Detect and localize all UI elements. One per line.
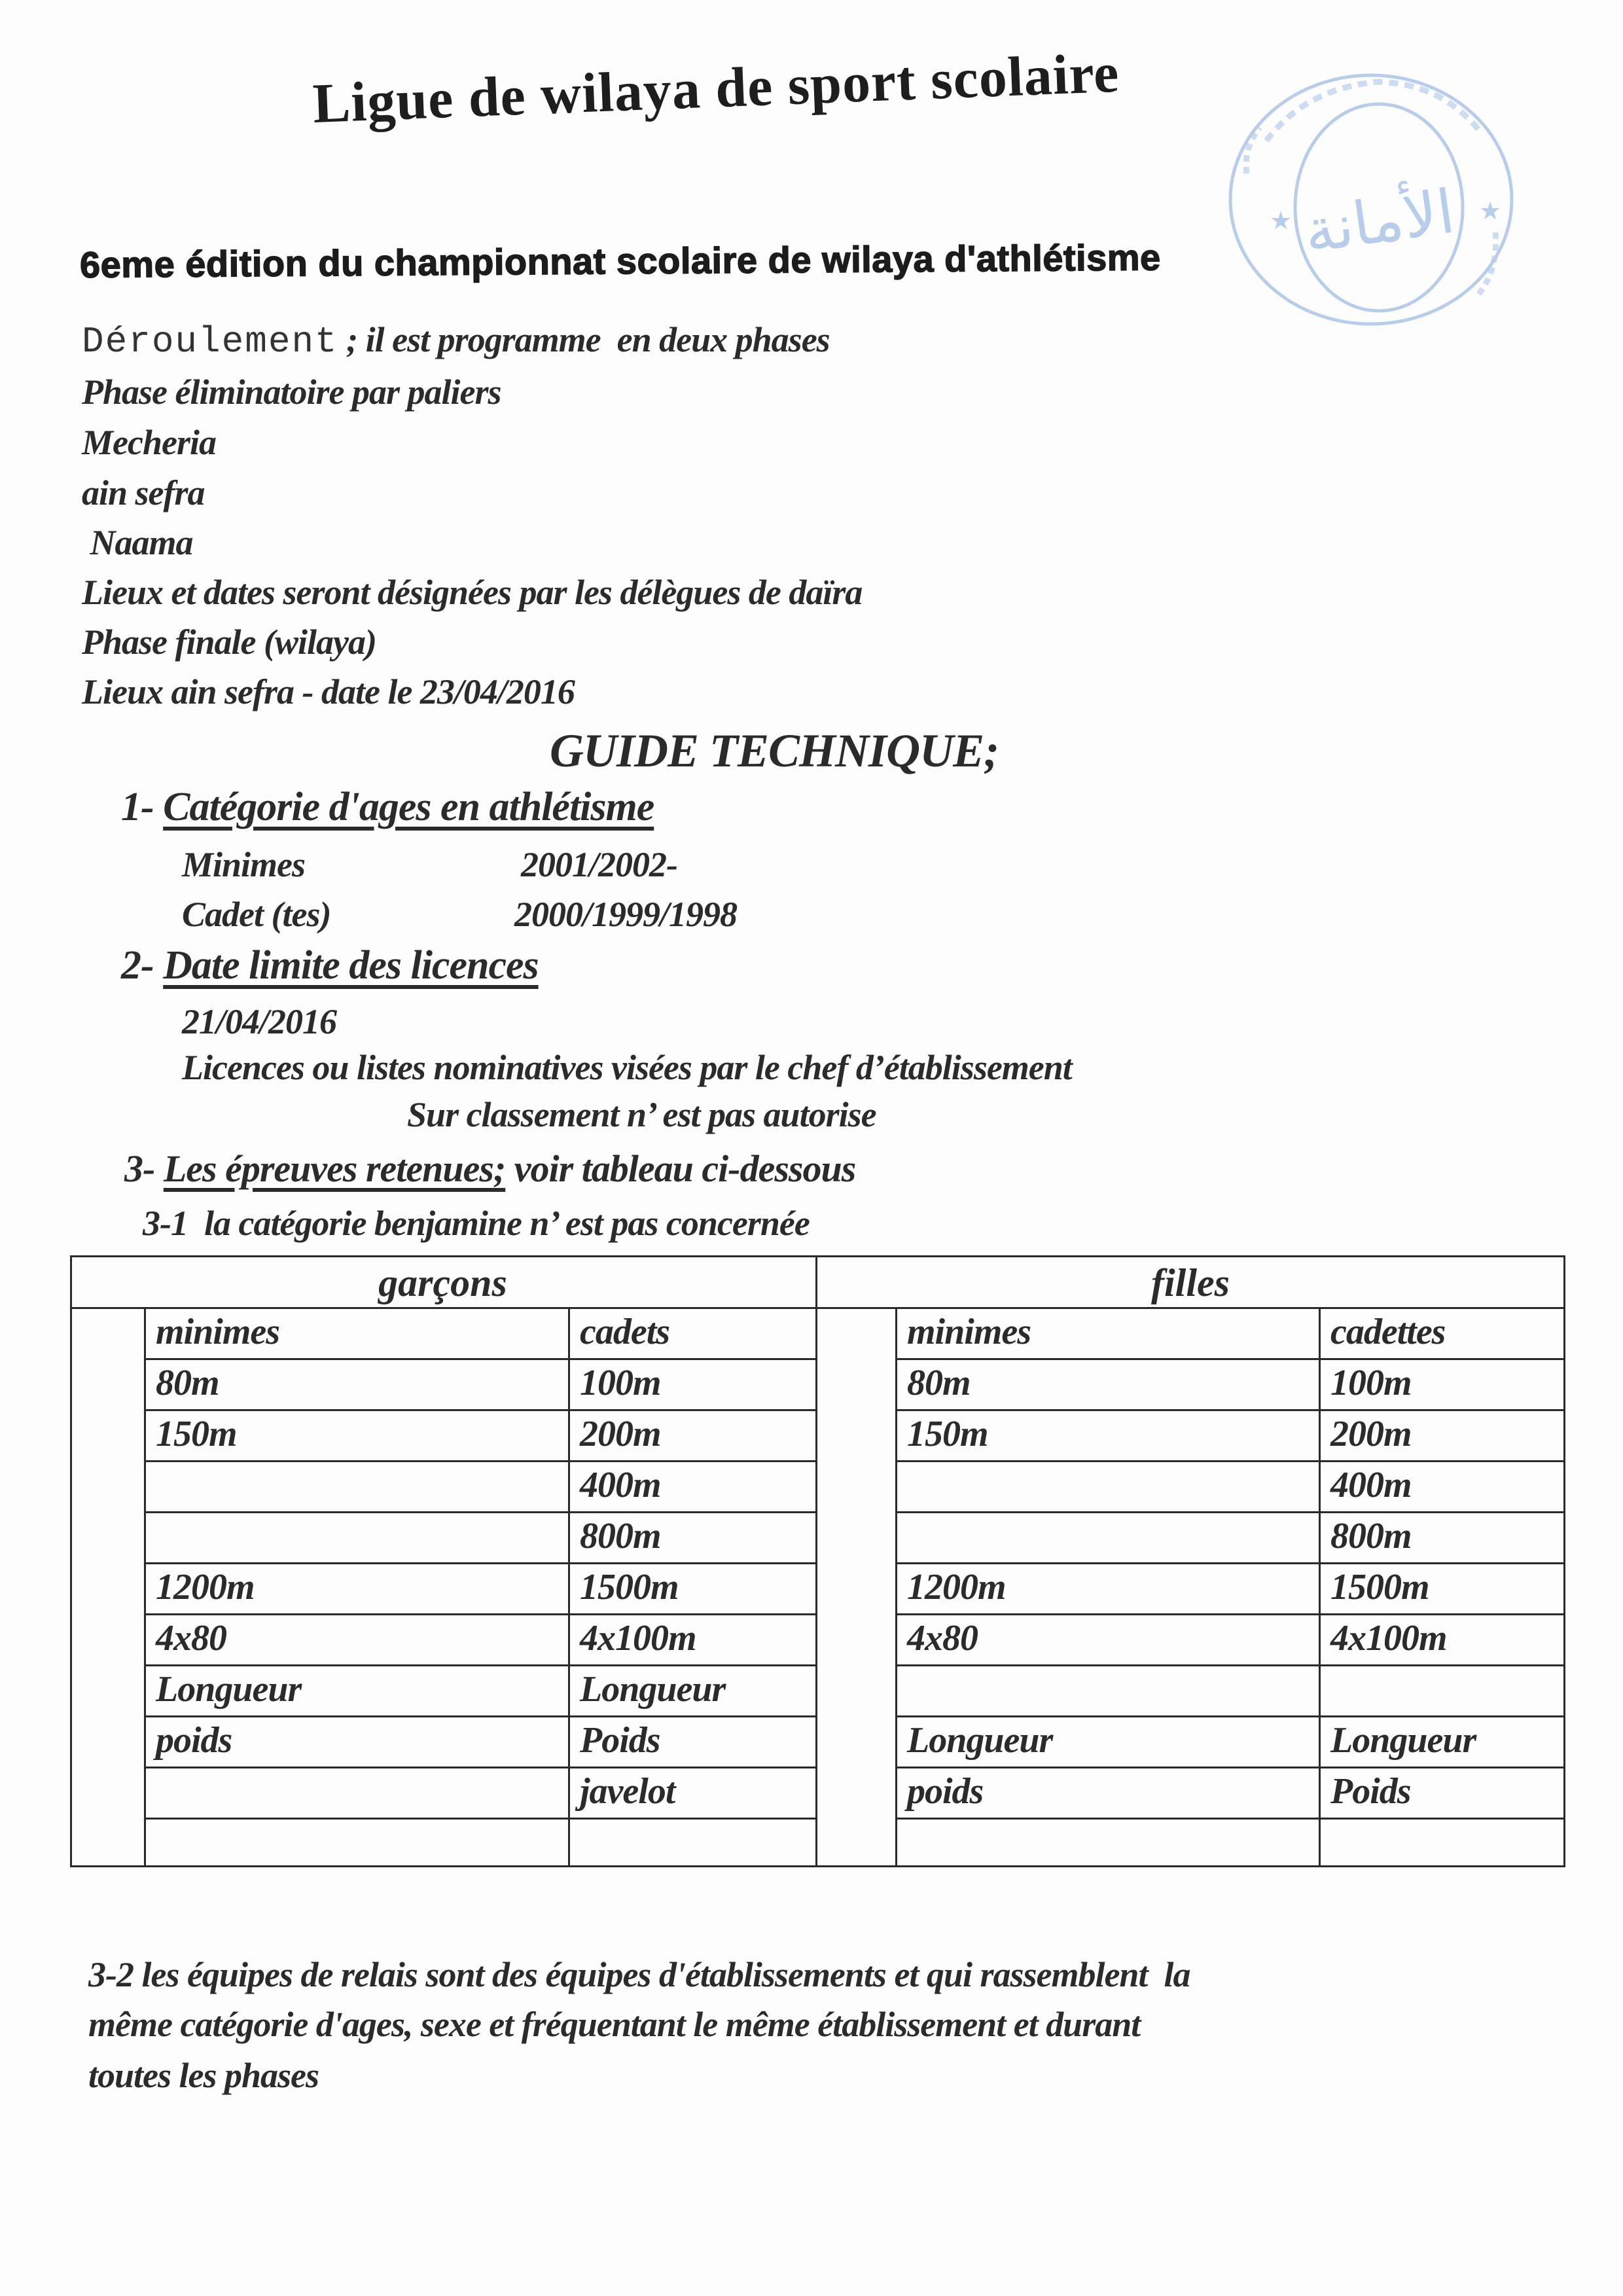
table-row-divider [144,1460,815,1462]
girls-event-cell: 150m [907,1414,988,1454]
boys-column-header: minimes [156,1312,280,1352]
phase-eliminatoire: Phase éliminatoire par paliers [82,372,501,412]
boys-event-cell: Longueur [156,1669,302,1710]
relay-note-line-2: même catégorie d'ages, sexe et fréquentant le même établissement et durant [88,2005,1141,2044]
girls-group-label: filles [1151,1261,1230,1304]
girls-column-header: cadettes [1330,1312,1446,1352]
table-border-bottom [70,1865,1565,1867]
lieux-dates-note: Lieux et dates seront désignées par les délègues de daïra [82,573,863,612]
table-column-divider [568,1307,570,1867]
girls-event-cell: 1200m [907,1567,1006,1607]
location-mecheria: Mecheria [82,423,216,462]
section-1-heading [121,784,654,831]
licence-note: Licences ou listes nominatives visées par le chef d’établissement [182,1048,1072,1087]
document-subtitle: 6eme édition du championnat scolaire de wilaya d'athlétisme [79,236,1161,285]
boys-event-cell: 200m [580,1414,661,1454]
table-row-divider [144,1409,815,1411]
girls-event-cell: 100m [1330,1363,1412,1403]
table-row-divider [144,1358,815,1360]
section-2-number: 2- [121,943,164,988]
girls-event-cell: 80m [907,1363,971,1403]
girls-event-cell: Poids [1330,1771,1411,1812]
girls-event-cell: Longueur [1330,1720,1476,1761]
deroulement-text: ; il est programme en deux phases [338,320,830,359]
guide-technique-title: GUIDE TECHNIQUE; [550,725,999,777]
table-row-divider [144,1664,815,1666]
table-row-divider [895,1562,1565,1564]
table-row-divider [144,1511,815,1513]
section-3-1-note: 3-1 la catégorie benjamine n’ est pas concernée [143,1204,810,1243]
table-row-divider [895,1409,1565,1411]
table-row-divider [895,1664,1565,1666]
age-category-cadets: Cadet (tes) [182,895,331,934]
table-row-divider [144,1562,815,1564]
table-header-divider [70,1307,1565,1309]
boys-event-cell: javelot [580,1771,675,1812]
table-inner-column-border [895,1307,897,1867]
section-3-after: voir tableau ci-dessous [505,1147,856,1190]
section-3-number: 3- [124,1147,164,1190]
age-years-minimes: 2001/2002- [521,845,677,884]
boys-event-cell: 800m [580,1516,661,1556]
boys-event-cell: poids [156,1720,232,1761]
table-border-top [70,1255,1565,1257]
stamp-ring-lettering [1246,128,1260,173]
boys-event-cell: 80m [156,1363,219,1403]
boys-group-label: garçons [378,1261,507,1304]
table-column-divider [1319,1307,1321,1867]
star-icon: ★ [1479,198,1502,225]
table-row-divider [895,1767,1565,1768]
girls-event-cell: 800m [1330,1516,1412,1556]
boys-event-cell: 1200m [156,1567,255,1607]
deroulement-line [82,319,830,363]
table-row-divider [895,1613,1565,1615]
boys-event-cell: 1500m [580,1567,679,1607]
location-ain-sefra: ain sefra [82,473,205,512]
relay-note-line-3: toutes les phases [88,2056,319,2095]
table-row-divider [895,1511,1565,1513]
events-table [70,1255,1565,1867]
boys-event-cell: 4x100m [580,1618,696,1659]
table-row-divider [895,1715,1565,1717]
official-stamp [1207,62,1518,337]
table-inner-column-border [144,1307,146,1867]
section-2-heading [121,942,539,989]
deroulement-label: Déroulement [82,321,338,363]
table-row-divider [144,1715,815,1717]
table-row-divider [895,1358,1565,1360]
location-naama: Naama [82,523,193,562]
stamp-ring-lettering [1476,232,1496,298]
document-title: Ligue de wilaya de sport scolaire [312,41,1120,135]
stamp-ring-lettering [1266,82,1482,141]
licence-deadline-date: 21/04/2016 [182,1002,337,1041]
surclassement-note: Sur classement n’ est pas autorise [407,1095,876,1134]
finale-lieu-date: Lieux ain sefra - date le 23/04/2016 [82,672,575,711]
girls-event-cell: 4x100m [1330,1618,1447,1659]
boys-event-cell: 400m [580,1465,661,1505]
table-border-right [1563,1255,1565,1867]
boys-event-cell: 4x80 [156,1618,226,1659]
section-2-title: Date limite des licences [163,943,539,988]
boys-column-header: cadets [580,1312,670,1352]
boys-event-cell: Poids [580,1720,660,1761]
section-3-title: Les épreuves retenues; [163,1147,506,1190]
table-row-divider [895,1460,1565,1462]
table-group-divider [815,1255,817,1867]
stamp-center-text: الأمانة [1300,176,1459,267]
girls-event-cell: 4x80 [907,1618,978,1659]
boys-event-cell: 100m [580,1363,661,1403]
section-3-heading [124,1147,855,1191]
girls-event-cell: 200m [1330,1414,1412,1454]
section-1-number: 1- [121,785,164,829]
girls-event-cell: 400m [1330,1465,1412,1505]
boys-event-cell: 150m [156,1414,237,1454]
section-1-title: Catégorie d'ages en athlétisme [163,785,654,829]
star-icon: ★ [1270,207,1293,235]
phase-finale: Phase finale (wilaya) [82,622,376,662]
relay-note-line-1: 3-2 les équipes de relais sont des équipes d'établissements et qui rassemblent la [88,1955,1190,1994]
table-row-divider [144,1767,815,1768]
table-row-divider [144,1818,815,1820]
girls-event-cell: Longueur [907,1720,1053,1761]
girls-event-cell: 1500m [1330,1567,1429,1607]
table-row-divider [144,1613,815,1615]
table-border-left [70,1255,72,1867]
age-category-minimes: Minimes [182,845,306,884]
girls-column-header: minimes [907,1312,1031,1352]
table-row-divider [895,1818,1565,1820]
boys-event-cell: Longueur [580,1669,726,1710]
age-years-cadets: 2000/1999/1998 [514,895,738,934]
girls-event-cell: poids [907,1771,984,1812]
